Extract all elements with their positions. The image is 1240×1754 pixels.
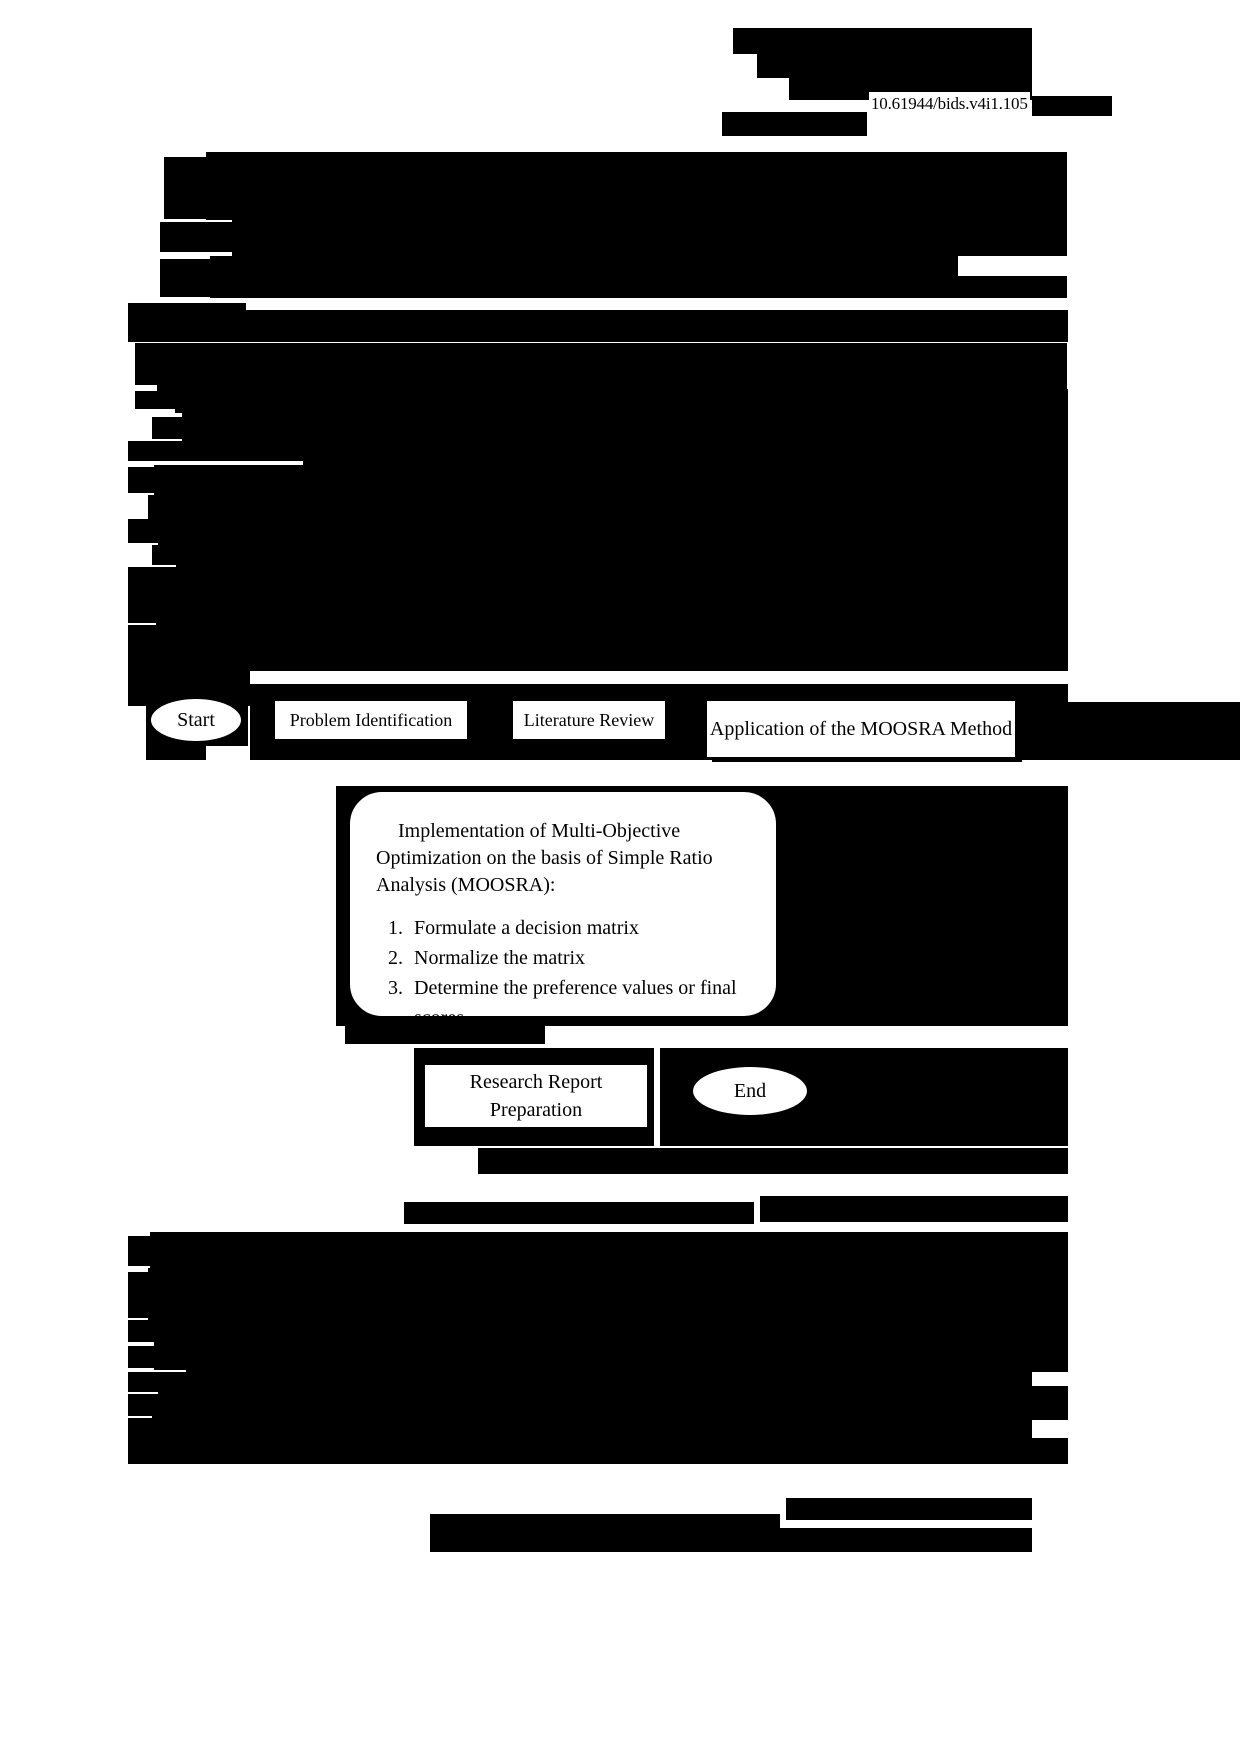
redaction-bar	[152, 545, 176, 565]
redaction-bar	[128, 1394, 158, 1416]
end-label: End	[733, 1079, 767, 1102]
redaction-bar	[478, 1148, 1068, 1174]
flowchart-node-research-report[interactable]	[424, 1064, 648, 1128]
redaction-bar	[733, 28, 1032, 54]
redaction-bar	[786, 1498, 1032, 1520]
redaction-bar	[760, 1196, 1068, 1222]
redaction-bar	[128, 1320, 218, 1342]
redaction-bar	[1030, 1338, 1068, 1372]
redaction-bar	[128, 1372, 186, 1392]
redaction-bar	[135, 343, 157, 385]
redaction-bar	[128, 1346, 154, 1368]
flowchart-node-application-method[interactable]	[706, 700, 1016, 758]
redaction-bar	[757, 54, 1032, 78]
redaction-bar	[128, 1272, 148, 1318]
redaction-bar	[722, 112, 867, 136]
start-label: Start	[177, 708, 215, 731]
literature-review-label: Literature Review	[523, 709, 655, 730]
redaction-bar	[128, 519, 158, 543]
redaction-bar	[148, 495, 168, 519]
problem-identification-label: Problem Identification	[289, 709, 453, 730]
flowchart-node-moosra-implementation[interactable]	[348, 790, 778, 1029]
redaction-bar	[128, 1438, 1068, 1464]
application-method-label: Application of the MOOSRA Method	[709, 718, 1013, 740]
redaction-bar	[128, 310, 1068, 342]
redaction-bar	[128, 1236, 150, 1266]
redaction-bar	[128, 467, 154, 493]
redaction-bar	[154, 1342, 1030, 1370]
moosra-step: 1. Formulate a decision matrix	[408, 913, 776, 943]
redaction-bar	[128, 1418, 152, 1438]
redaction-bar	[303, 437, 1068, 467]
flowchart-node-end[interactable]	[692, 1066, 808, 1116]
moosra-step: 3. Determine the preference values or final scores	[408, 973, 776, 1033]
redaction-bar	[128, 647, 1068, 671]
moosra-step: 2. Normalize the matrix	[408, 943, 776, 973]
redaction-bar	[135, 391, 175, 409]
doi-text: 10.61944/bids.v4i1.105	[869, 92, 1030, 116]
redaction-bar	[164, 157, 206, 219]
flowchart-node-start[interactable]	[150, 698, 242, 742]
redaction-bar	[404, 1202, 754, 1224]
redaction-bar	[958, 276, 1067, 298]
redaction-bar	[128, 625, 156, 647]
flowchart-node-literature-review[interactable]	[512, 700, 666, 740]
research-report-label: Research Report Preparation	[469, 1071, 603, 1121]
redaction-bar	[1030, 1386, 1068, 1420]
redaction-bar	[210, 256, 958, 298]
redaction-bar	[232, 218, 1067, 256]
redaction-bar	[150, 1232, 1068, 1272]
redaction-bar	[206, 152, 1067, 220]
redaction-bar	[152, 417, 182, 439]
flowchart-node-problem-identification[interactable]	[274, 700, 468, 740]
redaction-bar	[160, 222, 232, 252]
redaction-bar	[160, 259, 210, 297]
moosra-heading: Implementation of Multi-Objective Optimization on the basis of Simple Ratio Analysis (MOOSRA):	[376, 820, 713, 896]
redaction-bar	[156, 621, 1032, 649]
redaction-bar	[128, 601, 160, 623]
redaction-bar	[128, 441, 303, 461]
redaction-bar	[148, 1268, 1068, 1320]
redaction-bar	[157, 343, 1067, 391]
redaction-bar	[430, 1528, 1032, 1552]
redaction-bar	[1032, 96, 1112, 116]
moosra-step-list	[350, 913, 776, 1033]
